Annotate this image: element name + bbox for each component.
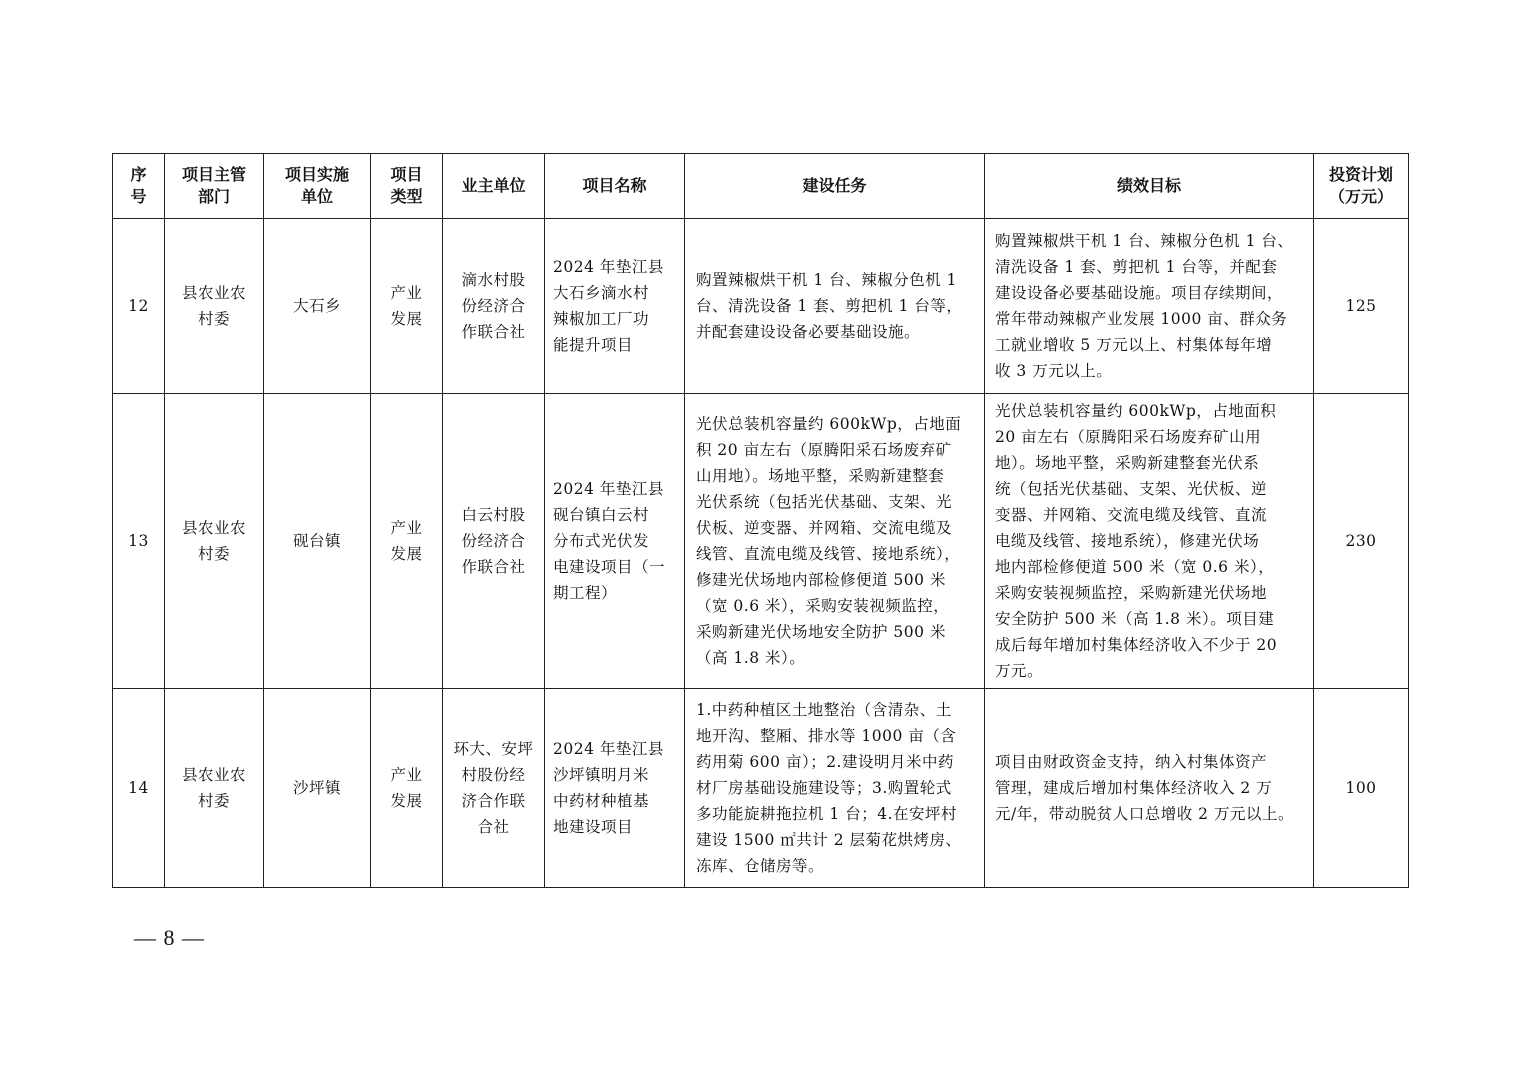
cell-project-name: 2024 年垫江县 砚台镇白云村 分布式光伏发 电建设项目（一 期工程） [545, 394, 685, 689]
cell-owner: 环大、安坪 村股份经 济合作联 合社 [443, 689, 545, 888]
header-owner: 业主单位 [443, 154, 545, 219]
header-dept: 项目主管 部门 [165, 154, 264, 219]
header-task: 建设任务 [685, 154, 985, 219]
cell-goal: 项目由财政资金支持，纳入村集体资产 管理，建成后增加村集体经济收入 2 万 元/年，带动脱贫人口总增收 2 万元以上。 [985, 689, 1314, 888]
cell-type: 产业 发展 [371, 689, 443, 888]
cell-task: 光伏总装机容量约 600kWp，占地面 积 20 亩左右（原腾阳采石场废弃矿 山用地）。场地平整，采购新建整套 光伏系统（包括光伏基础、支架、光 伏板、逆变器、并网箱、交流电缆及 线管、直流电缆及线管、接地系统）， 修建光伏场地内部检修便道 500 米 （宽 0.6 米），采购安装视频监控， 采购新建光伏场地安全防护 500 米 （高 1.8 米）。 [685, 394, 985, 689]
header-type: 项目 类型 [371, 154, 443, 219]
cell-owner: 滴水村股 份经济合 作联合社 [443, 219, 545, 394]
project-table [112, 153, 1409, 888]
cell-dept: 县农业农 村委 [165, 394, 264, 689]
header-row [113, 154, 1409, 219]
cell-unit: 大石乡 [264, 219, 371, 394]
cell-unit: 砚台镇 [264, 394, 371, 689]
page-number: — 8 — [134, 925, 205, 950]
cell-unit: 沙坪镇 [264, 689, 371, 888]
header-invest: 投资计划 （万元） [1314, 154, 1409, 219]
cell-type: 产业 发展 [371, 219, 443, 394]
cell-type: 产业 发展 [371, 394, 443, 689]
table-row [113, 689, 1409, 888]
cell-dept: 县农业农 村委 [165, 689, 264, 888]
cell-project-name: 2024 年垫江县 沙坪镇明月米 中药材种植基 地建设项目 [545, 689, 685, 888]
cell-seq: 13 [113, 394, 165, 689]
header-unit: 项目实施 单位 [264, 154, 371, 219]
header-goal: 绩效目标 [985, 154, 1314, 219]
cell-seq: 14 [113, 689, 165, 888]
cell-seq: 12 [113, 219, 165, 394]
header-seq: 序 号 [113, 154, 165, 219]
cell-goal: 购置辣椒烘干机 1 台、辣椒分色机 1 台、 清洗设备 1 套、剪把机 1 台等，并配套 建设设备必要基础设施。项目存续期间， 常年带动辣椒产业发展 1000 亩、群众务 工就业增收 5 万元以上、村集体每年增 收 3 万元以上。 [985, 219, 1314, 394]
table-row [113, 219, 1409, 394]
cell-invest: 125 [1314, 219, 1409, 394]
cell-dept: 县农业农 村委 [165, 219, 264, 394]
table-row [113, 394, 1409, 689]
cell-invest: 230 [1314, 394, 1409, 689]
cell-owner: 白云村股 份经济合 作联合社 [443, 394, 545, 689]
cell-goal: 光伏总装机容量约 600kWp，占地面积 20 亩左右（原腾阳采石场废弃矿山用 地）。场地平整，采购新建整套光伏系 统（包括光伏基础、支架、光伏板、逆 变器、并网箱、交流电缆及线管、直流 电缆及线管、接地系统），修建光伏场 地内部检修便道 500 米（宽 0.6 米）， 采购安装视频监控，采购新建光伏场地 安全防护 500 米（高 1.8 米）。项目建 成后每年增加村集体经济收入不少于 20 万元。 [985, 394, 1314, 689]
cell-task: 1.中药种植区土地整治（含清杂、土 地开沟、整厢、排水等 1000 亩（含 药用菊 600 亩）；2.建设明月米中药 材厂房基础设施建设等；3.购置轮式 多功能旋耕拖拉机 1 台；4.在安坪村 建设 1500 ㎡共计 2 层菊花烘烤房、 冻库、仓储房等。 [685, 689, 985, 888]
cell-task: 购置辣椒烘干机 1 台、辣椒分色机 1 台、清洗设备 1 套、剪把机 1 台等， 并配套建设设备必要基础设施。 [685, 219, 985, 394]
header-name: 项目名称 [545, 154, 685, 219]
cell-invest: 100 [1314, 689, 1409, 888]
cell-project-name: 2024 年垫江县 大石乡滴水村 辣椒加工厂功 能提升项目 [545, 219, 685, 394]
